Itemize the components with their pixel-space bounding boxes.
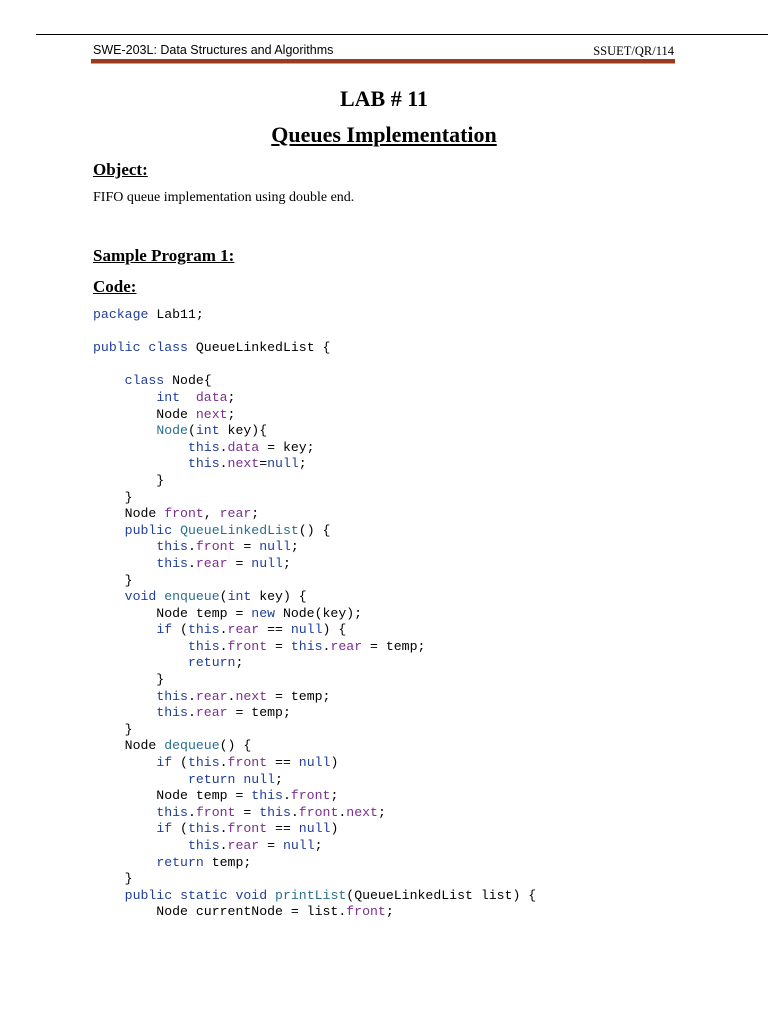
code-line bbox=[93, 324, 536, 341]
code-token: ; bbox=[282, 555, 291, 571]
code-line bbox=[93, 357, 536, 374]
code-block bbox=[93, 307, 536, 921]
code-token: ( bbox=[172, 755, 188, 771]
code-token: ( bbox=[172, 821, 188, 837]
code-token: public bbox=[124, 522, 173, 538]
code-line bbox=[93, 340, 536, 357]
code-token bbox=[93, 838, 188, 853]
code-token: . bbox=[322, 638, 331, 654]
code-token bbox=[93, 390, 156, 405]
code-token: . bbox=[219, 838, 228, 853]
code-token: null bbox=[282, 838, 315, 853]
code-line bbox=[93, 523, 536, 540]
code-token: == bbox=[267, 755, 299, 771]
code-token bbox=[93, 639, 188, 654]
code-token bbox=[93, 855, 156, 870]
code-token: . bbox=[187, 804, 196, 820]
code-token: . bbox=[187, 688, 196, 704]
code-line bbox=[93, 871, 536, 888]
code-token: enqueue bbox=[164, 589, 220, 605]
code-token: printList bbox=[275, 887, 347, 903]
code-token: public bbox=[124, 887, 173, 903]
code-token: . bbox=[338, 804, 347, 820]
code-token: . bbox=[219, 439, 228, 455]
code-token: rear bbox=[227, 622, 260, 638]
code-token: . bbox=[219, 622, 228, 638]
code-token bbox=[93, 821, 156, 836]
code-line bbox=[93, 788, 536, 805]
code-token: this bbox=[251, 788, 283, 804]
code-token: next bbox=[235, 688, 268, 704]
code-token: if bbox=[156, 622, 173, 638]
code-token: ; bbox=[330, 788, 339, 804]
code-token: QueueLinkedList bbox=[180, 522, 299, 538]
code-line bbox=[93, 904, 536, 921]
code-token: ; bbox=[275, 771, 283, 787]
code-token: front bbox=[290, 788, 331, 804]
code-token: ; bbox=[298, 456, 307, 472]
code-token: ; bbox=[235, 655, 244, 671]
code-token: front bbox=[227, 638, 268, 654]
code-token: public bbox=[93, 340, 141, 356]
code-line bbox=[93, 589, 536, 606]
code-token: int bbox=[156, 389, 181, 405]
code-line bbox=[93, 622, 536, 639]
code-token bbox=[93, 523, 125, 538]
code-token: temp; bbox=[203, 854, 252, 870]
code-token: void bbox=[124, 589, 157, 605]
code-token: = bbox=[235, 539, 260, 555]
code-token: this bbox=[290, 638, 323, 654]
code-token: } bbox=[93, 572, 133, 588]
code-line bbox=[93, 772, 536, 789]
code-token: ) bbox=[330, 755, 339, 771]
code-line bbox=[93, 672, 536, 689]
code-token: . bbox=[219, 821, 228, 837]
code-line bbox=[93, 888, 536, 905]
code-token: Node currentNode = list. bbox=[93, 904, 347, 920]
code-token: data bbox=[195, 389, 228, 405]
code-token: . bbox=[187, 539, 196, 555]
code-token: . bbox=[219, 456, 228, 472]
code-token: this bbox=[187, 456, 220, 472]
code-token: front bbox=[346, 904, 386, 920]
code-token: static bbox=[180, 887, 228, 903]
code-token: ( bbox=[187, 423, 196, 439]
code-token: ( bbox=[172, 622, 188, 638]
code-token: front bbox=[298, 804, 339, 820]
code-token bbox=[93, 655, 188, 670]
course-title: SWE-203L: Data Structures and Algorithms bbox=[93, 43, 334, 57]
code-token: next bbox=[195, 406, 228, 422]
code-line bbox=[93, 639, 536, 656]
code-token: new bbox=[251, 605, 276, 621]
code-token bbox=[93, 888, 125, 903]
code-token: = bbox=[267, 638, 291, 654]
code-token: . bbox=[290, 804, 299, 820]
code-token: key) { bbox=[251, 589, 307, 605]
code-token bbox=[93, 539, 156, 554]
code-line bbox=[93, 440, 536, 457]
code-token: . bbox=[219, 755, 228, 771]
code-token: rear bbox=[195, 555, 228, 571]
code-token bbox=[93, 456, 188, 471]
code-token: . bbox=[227, 688, 236, 704]
code-token: } bbox=[93, 472, 165, 488]
code-token bbox=[93, 373, 125, 388]
code-token: = temp; bbox=[267, 688, 331, 704]
code-line bbox=[93, 456, 536, 473]
code-token bbox=[93, 772, 188, 787]
code-token: Node bbox=[156, 423, 188, 439]
code-token bbox=[93, 589, 125, 604]
code-token: int bbox=[227, 589, 252, 605]
code-token: this bbox=[187, 821, 220, 837]
code-token: ( bbox=[219, 589, 228, 605]
code-token: front bbox=[195, 539, 236, 555]
code-token: ) { bbox=[322, 622, 347, 638]
code-token: null bbox=[267, 456, 299, 472]
code-line bbox=[93, 556, 536, 573]
code-line bbox=[93, 407, 536, 424]
object-heading: Object: bbox=[93, 160, 148, 179]
code-token bbox=[93, 556, 156, 571]
code-token: rear bbox=[195, 705, 228, 721]
code-token: key){ bbox=[219, 423, 268, 439]
code-token: this bbox=[187, 755, 220, 771]
code-token: if bbox=[156, 755, 173, 771]
code-token: ; bbox=[385, 904, 394, 920]
code-token: this bbox=[156, 688, 188, 704]
code-line bbox=[93, 722, 536, 739]
code-heading: Code: bbox=[93, 277, 137, 296]
code-token: ; bbox=[290, 539, 299, 555]
code-token: front bbox=[164, 506, 204, 522]
code-token: null bbox=[251, 555, 283, 571]
code-line bbox=[93, 373, 536, 390]
code-token bbox=[93, 440, 188, 455]
code-line bbox=[93, 606, 536, 623]
code-token: return bbox=[156, 854, 204, 870]
code-token: Node temp = bbox=[93, 788, 252, 804]
code-token: ; bbox=[227, 406, 236, 422]
code-token: Node bbox=[93, 406, 196, 422]
code-token bbox=[180, 390, 196, 405]
code-line bbox=[93, 855, 536, 872]
code-token: ; bbox=[227, 389, 236, 405]
code-token: } bbox=[93, 489, 133, 505]
code-line bbox=[93, 805, 536, 822]
code-token: == bbox=[267, 821, 299, 837]
code-line bbox=[93, 473, 536, 490]
code-token: package bbox=[93, 307, 149, 322]
code-token bbox=[172, 888, 180, 903]
code-line bbox=[93, 506, 536, 523]
code-token: rear bbox=[330, 638, 363, 654]
code-token: class bbox=[148, 340, 188, 356]
code-token: null bbox=[298, 821, 331, 837]
code-token: = bbox=[227, 555, 252, 571]
code-token bbox=[93, 622, 156, 637]
code-token bbox=[267, 888, 275, 903]
code-token bbox=[93, 689, 156, 704]
code-line bbox=[93, 689, 536, 706]
code-token: this bbox=[187, 622, 220, 638]
code-line bbox=[93, 307, 536, 324]
code-token: = key; bbox=[259, 439, 315, 455]
code-token: rear bbox=[219, 506, 252, 522]
code-token: this bbox=[156, 804, 188, 820]
code-line bbox=[93, 838, 536, 855]
code-token: . bbox=[219, 638, 228, 654]
code-token: this bbox=[156, 539, 188, 555]
top-rule bbox=[36, 34, 768, 35]
code-token: Node bbox=[93, 738, 165, 754]
code-token: this bbox=[187, 838, 220, 853]
code-token: , bbox=[203, 506, 220, 522]
code-token: front bbox=[227, 755, 268, 771]
code-token bbox=[93, 423, 156, 438]
code-token: (QueueLinkedList list) { bbox=[346, 887, 537, 903]
code-token: ) bbox=[330, 821, 339, 837]
code-token: return bbox=[187, 655, 236, 671]
code-token: . bbox=[187, 705, 196, 721]
code-token: QueueLinkedList { bbox=[187, 340, 331, 356]
code-line bbox=[93, 821, 536, 838]
code-token: this bbox=[187, 439, 220, 455]
code-line bbox=[93, 490, 536, 507]
code-token: Node temp = bbox=[93, 605, 252, 621]
code-token: } bbox=[93, 871, 133, 887]
code-token: next bbox=[227, 456, 260, 472]
code-token: null bbox=[259, 539, 291, 555]
code-line bbox=[93, 573, 536, 590]
code-token: == bbox=[259, 622, 291, 638]
code-token: . bbox=[187, 555, 196, 571]
code-token bbox=[93, 705, 156, 720]
code-token: rear bbox=[195, 688, 228, 704]
code-token: Node bbox=[93, 506, 165, 522]
code-token: ; bbox=[377, 804, 386, 820]
object-text: FIFO queue implementation using double end. bbox=[93, 190, 355, 205]
code-token: null bbox=[298, 755, 331, 771]
code-token: if bbox=[156, 821, 173, 837]
code-token: this bbox=[259, 804, 291, 820]
page-header bbox=[93, 43, 674, 59]
code-token: this bbox=[187, 638, 220, 654]
code-token: null bbox=[243, 771, 276, 787]
code-token: = temp; bbox=[362, 638, 426, 654]
code-token bbox=[93, 755, 156, 770]
code-token: = temp; bbox=[227, 705, 291, 721]
code-line bbox=[93, 423, 536, 440]
header-rule bbox=[91, 59, 675, 64]
code-token: null bbox=[290, 622, 323, 638]
page-subtitle: Queues Implementation bbox=[271, 122, 497, 147]
code-line bbox=[93, 390, 536, 407]
code-token: } bbox=[93, 672, 165, 688]
code-token: data bbox=[227, 439, 260, 455]
code-token: Node(key); bbox=[275, 605, 363, 621]
code-token: this bbox=[156, 555, 188, 571]
code-line bbox=[93, 755, 536, 772]
code-token: () { bbox=[298, 522, 331, 538]
code-token: } bbox=[93, 721, 133, 737]
code-token: = bbox=[259, 838, 283, 853]
code-token bbox=[93, 805, 156, 820]
code-token: front bbox=[227, 821, 268, 837]
code-token: rear bbox=[227, 838, 260, 853]
code-token: this bbox=[156, 705, 188, 721]
code-token: void bbox=[235, 887, 268, 903]
code-token: = bbox=[235, 804, 260, 820]
code-line bbox=[93, 655, 536, 672]
code-token: ; bbox=[314, 838, 323, 853]
code-token: front bbox=[195, 804, 236, 820]
code-token: = bbox=[259, 456, 268, 472]
code-token: ; bbox=[251, 506, 260, 522]
code-line bbox=[93, 738, 536, 755]
code-token: . bbox=[282, 788, 291, 804]
code-token: next bbox=[346, 804, 378, 820]
code-token: Lab11; bbox=[148, 307, 204, 322]
code-token: class bbox=[124, 373, 165, 389]
document-code: SSUET/QR/114 bbox=[593, 44, 674, 58]
code-line bbox=[93, 539, 536, 556]
code-token: return bbox=[187, 771, 236, 787]
sample-program-heading: Sample Program 1: bbox=[93, 246, 235, 265]
code-token: int bbox=[195, 423, 220, 439]
code-line bbox=[93, 705, 536, 722]
code-token: Node{ bbox=[164, 373, 212, 389]
code-token: dequeue bbox=[164, 738, 220, 754]
code-token bbox=[172, 523, 180, 538]
lab-title: LAB # 11 bbox=[339, 86, 429, 111]
code-token: () { bbox=[219, 738, 252, 754]
